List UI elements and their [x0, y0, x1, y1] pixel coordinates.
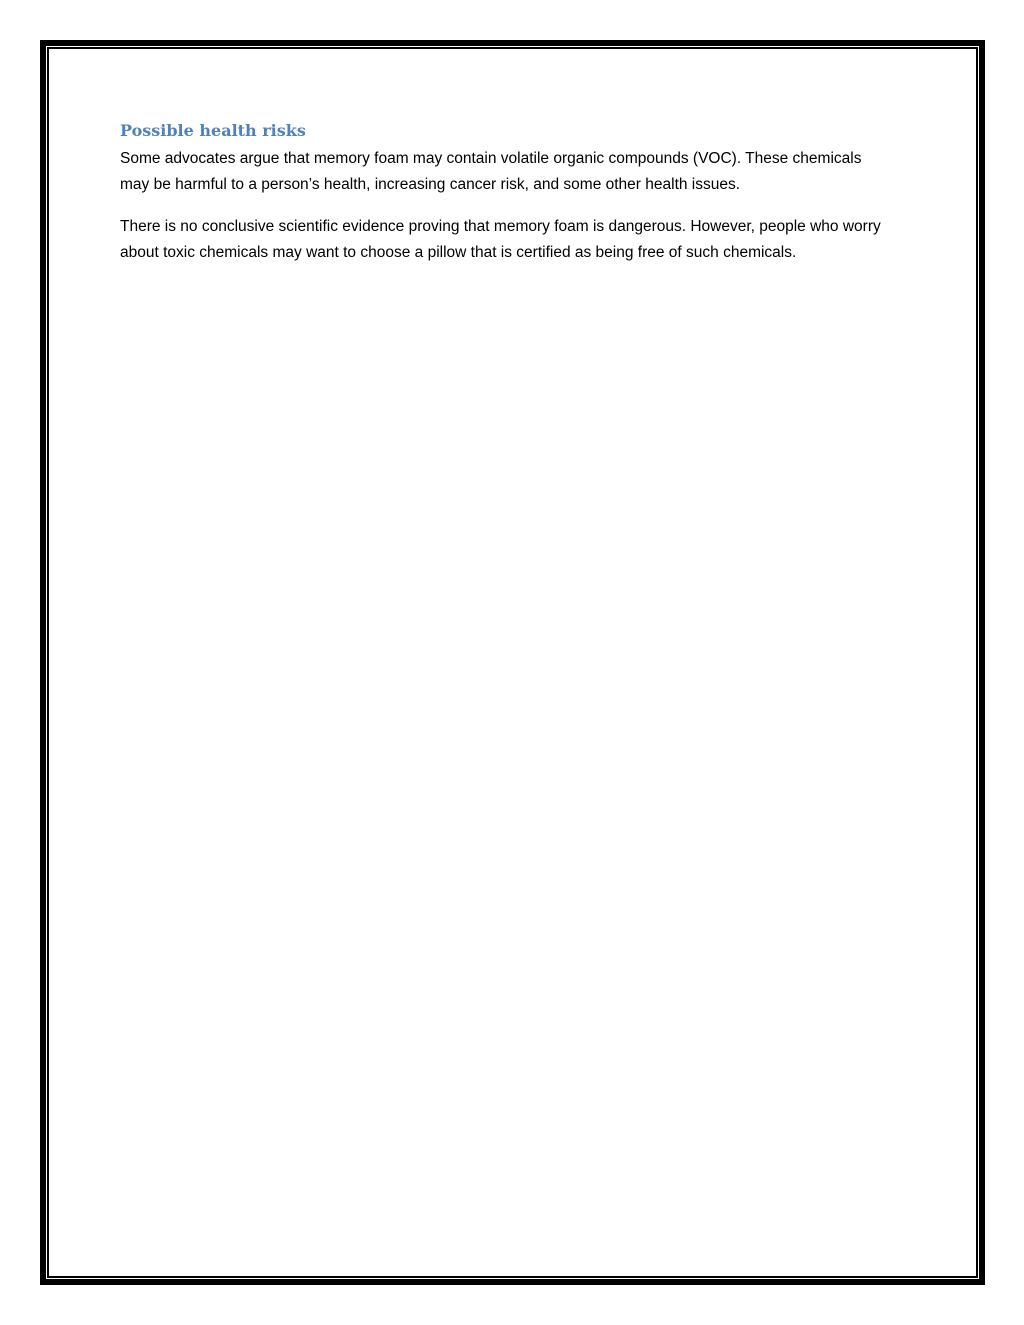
section-heading: Possible health risks	[120, 121, 306, 140]
paragraph-voc: Some advocates argue that memory foam may contain volatile organic compounds (VOC). These chemicals may be harmful to a person’s health, increasing cancer risk, and some other health issues.	[120, 150, 862, 193]
document-body	[120, 118, 890, 282]
paragraph-evidence: There is no conclusive scientific evidence proving that memory foam is dangerous. However, people who worry about toxic chemicals may want to choose a pillow that is certified as being free of such chemicals.	[120, 218, 881, 261]
